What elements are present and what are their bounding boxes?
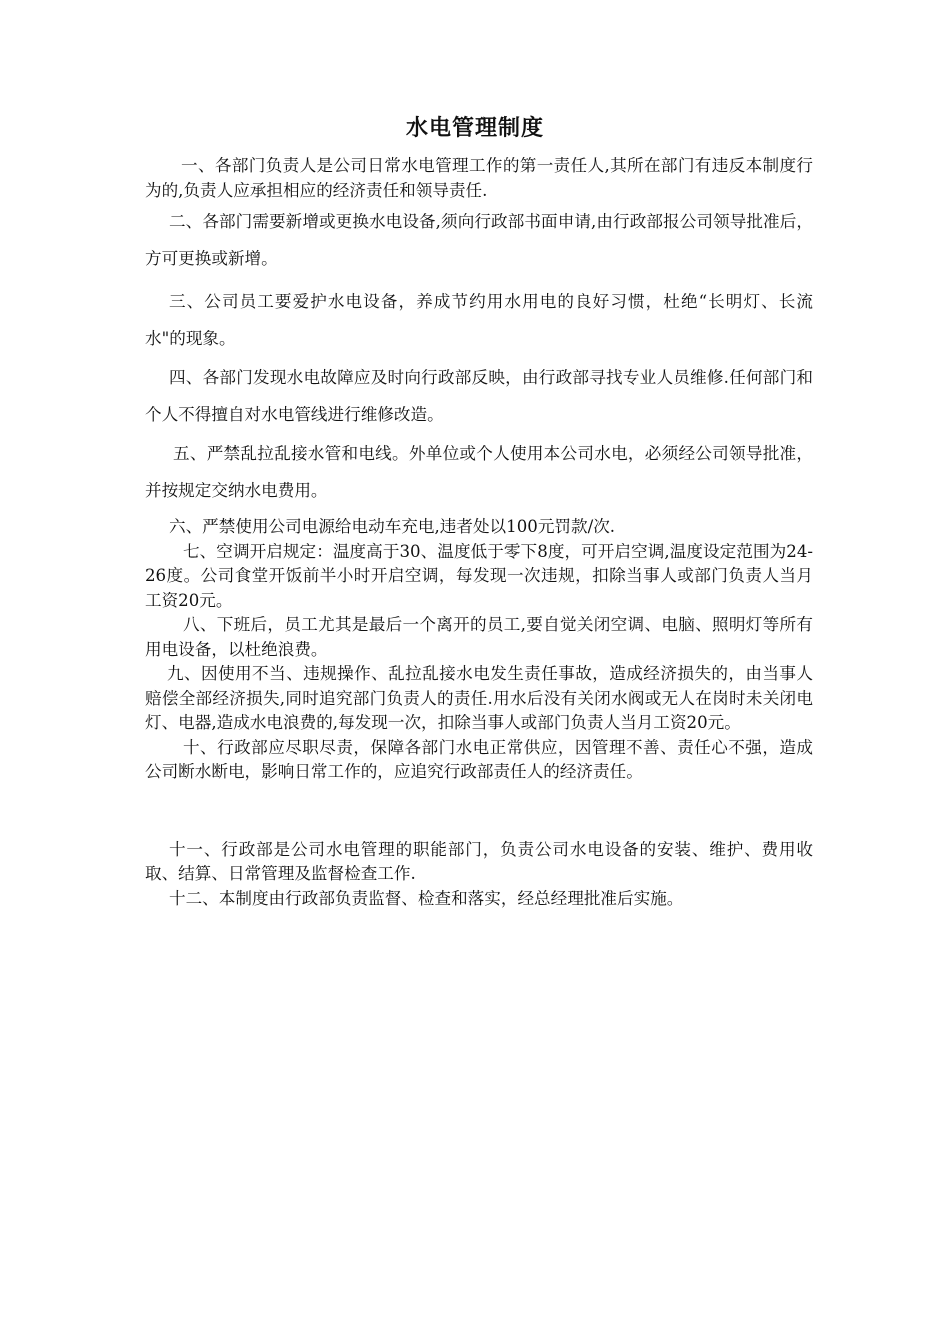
clause-4: 四、各部门发现水电故障应及时向行政部反映，由行政部寻找专业人员维修.任何部门和个人不得擅自对水电管线进行维修改造。 [145, 368, 813, 424]
clause-7: 七、空调开启规定：温度高于30、温度低于零下8度，可开启空调,温度设定范围为24-26度。公司食堂开饭前半小时开启空调，每发现一次违规，扣除当事人或部门负责人当月工资20元。 [145, 541, 813, 610]
document-title: 水电管理制度 [405, 116, 544, 141]
clause-3: 三、公司员工要爱护水电设备，养成节约用水用电的良好习惯，杜绝“长明灯、长流水"的现象。 [145, 292, 813, 348]
clause-2: 二、各部门需要新增或更换水电设备,须向行政部书面申请,由行政部报公司领导批准后，方可更换或新增。 [145, 212, 813, 268]
clause-6: 六、严禁使用公司电源给电动车充电,违者处以100元罚款/次. [169, 517, 616, 536]
clause-11: 十一、行政部是公司水电管理的职能部门，负责公司水电设备的安装、维护、费用收取、结算、日常管理及监督检查工作. [145, 839, 813, 883]
clause-10: 十、行政部应尽职尽责，保障各部门水电正常供应，因管理不善、责任心不强，造成公司断水断电，影响日常工作的，应追究行政部责任人的经济责任。 [145, 737, 813, 781]
clause-12: 十二、本制度由行政部负责监督、检查和落实，经总经理批准后实施。 [169, 888, 684, 908]
clause-5: 五、严禁乱拉乱接水管和电线。外单位或个人使用本公司水电，必须经公司领导批准，并按规定交纳水电费用。 [145, 444, 813, 500]
clause-9: 九、因使用不当、违规操作、乱拉乱接水电发生责任事故，造成经济损失的，由当事人赔偿全部经济损失,同时追究部门负责人的责任.用水后没有关闭水阀或无人在岗时未关闭电灯、电器,造成水电浪费的,每发现一次，扣除当事人或部门负责人当月工资20元。 [145, 664, 813, 732]
clause-8: 八、下班后，员工尤其是最后一个离开的员工,要自觉关闭空调、电脑、照明灯等所有用电设备，以杜绝浪费。 [145, 615, 813, 659]
document-body [145, 154, 813, 911]
clause-1: 一、各部门负责人是公司日常水电管理工作的第一责任人,其所在部门有违反本制度行为的,负责人应承担相应的经济责任和领导责任. [145, 156, 813, 200]
